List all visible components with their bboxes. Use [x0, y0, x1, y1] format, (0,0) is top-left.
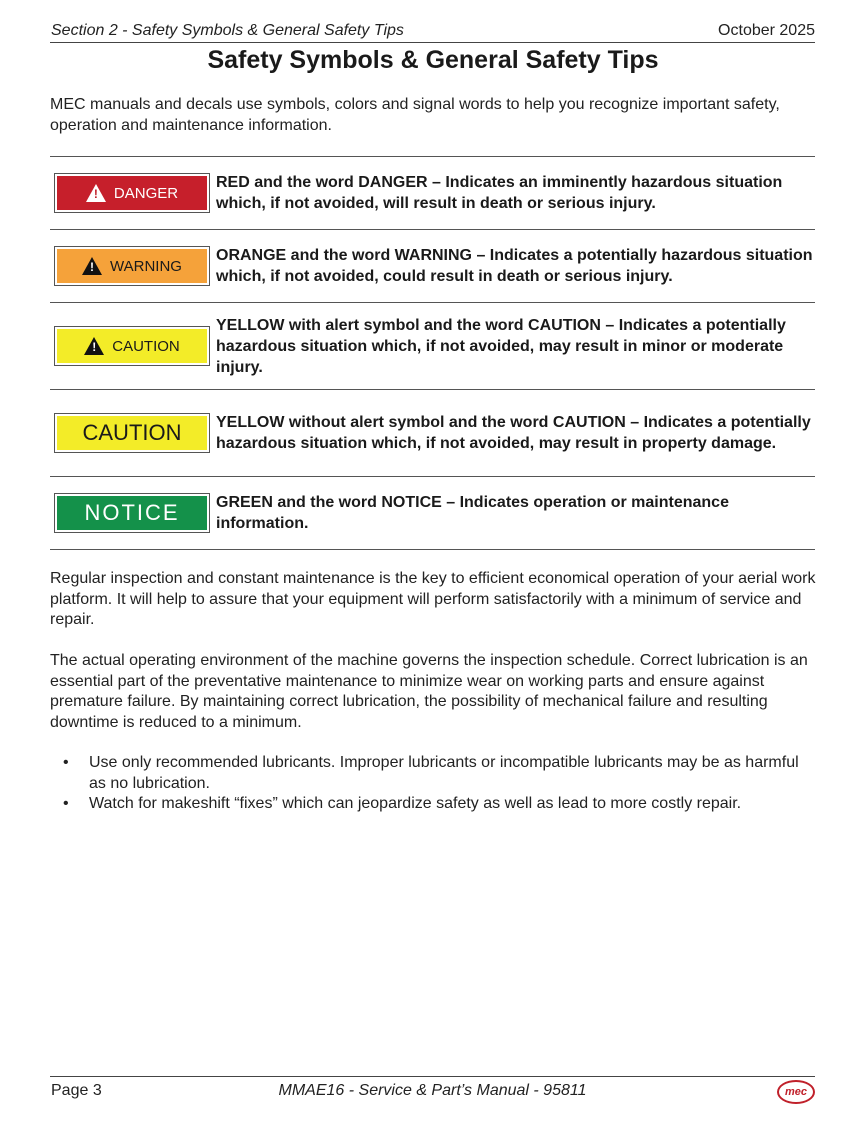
caution-alert-badge-frame [54, 326, 210, 366]
notice-badge-frame [54, 493, 210, 533]
header-date: October 2025 [718, 22, 815, 39]
section-title: Section 2 - Safety Symbols & General Safety Tips [51, 22, 404, 39]
list-item [50, 794, 818, 815]
danger-label: DANGER [113, 184, 179, 202]
list-item [50, 753, 818, 794]
page-number: Page 3 [51, 1082, 102, 1099]
alert-triangle-icon [84, 337, 104, 355]
mec-logo: mec [777, 1080, 815, 1104]
bullet-list [50, 753, 818, 815]
alert-mark: ! [90, 260, 95, 274]
safety-symbols-table [50, 156, 815, 550]
page-title: Safety Symbols & General Safety Tips [207, 46, 659, 74]
caution-alert-description: YELLOW with alert symbol and the word CAUTION – Indicates a potentially hazardous situation which, if not avoided, may result in minor or moderate injury. [216, 316, 786, 376]
caution-alert-badge [57, 329, 207, 363]
warning-badge [57, 249, 207, 283]
caution-alert-label: CAUTION [112, 337, 180, 355]
intro-paragraph: MEC manuals and decals use symbols, colors and signal words to help you recognize important safety, operation and maintenance information. [50, 96, 780, 134]
alert-mark: ! [93, 187, 98, 201]
maintenance-paragraph: Regular inspection and constant maintenance is the key to efficient economical operation of your aerial work platform. It will help to assure that your equipment will perform satisfactorily with a minimum of service and repair. [50, 570, 816, 628]
page-header [50, 22, 815, 43]
notice-label: NOTICE [84, 500, 180, 525]
bullet-icon: • [63, 754, 69, 771]
symbol-row-caution-alert [50, 302, 815, 389]
page-footer [50, 1076, 815, 1103]
symbol-row-caution [50, 389, 815, 476]
alert-triangle-icon [82, 257, 102, 275]
danger-badge-frame [54, 173, 210, 213]
symbol-row-danger [50, 156, 815, 229]
notice-description: GREEN and the word NOTICE – Indicates operation or maintenance information. [216, 494, 729, 532]
warning-description: ORANGE and the word WARNING – Indicates a potentially hazardous situation which, if not avoided, could result in death or serious injury. [216, 247, 813, 285]
manual-title: MMAE16 - Service & Part’s Manual - 95811 [278, 1082, 587, 1099]
warning-badge-frame [54, 246, 210, 286]
bullet-icon: • [63, 795, 69, 812]
caution-badge-frame [54, 413, 210, 453]
caution-description: YELLOW without alert symbol and the word CAUTION – Indicates a potentially hazardous situation which, if not avoided, may result in property damage. [216, 414, 811, 452]
notice-badge [57, 496, 207, 530]
bullet-text: Watch for makeshift “fixes” which can jeopardize safety as well as lead to more costly repair. [89, 795, 742, 812]
warning-label: WARNING [110, 257, 182, 275]
caution-badge [57, 416, 207, 450]
bullet-text: Use only recommended lubricants. Improper lubricants or incompatible lubricants may be as harmful as no lubrication. [89, 754, 799, 792]
alert-mark: ! [92, 340, 97, 354]
caution-label: CAUTION [82, 420, 182, 445]
symbol-row-warning [50, 229, 815, 302]
danger-description: RED and the word DANGER – Indicates an imminently hazardous situation which, if not avoided, will result in death or serious injury. [216, 174, 783, 212]
danger-badge [57, 176, 207, 210]
alert-triangle-icon [86, 184, 106, 202]
lubrication-paragraph: The actual operating environment of the machine governs the inspection schedule. Correct lubrication is an essential part of the preventative maintenance to minimize wear on working parts and ensure against premature failure. By maintaining correct lubrication, the possibility of mechanical failure and resulting downtime is reduced to a minimum. [50, 652, 808, 731]
symbol-row-notice [50, 476, 815, 550]
